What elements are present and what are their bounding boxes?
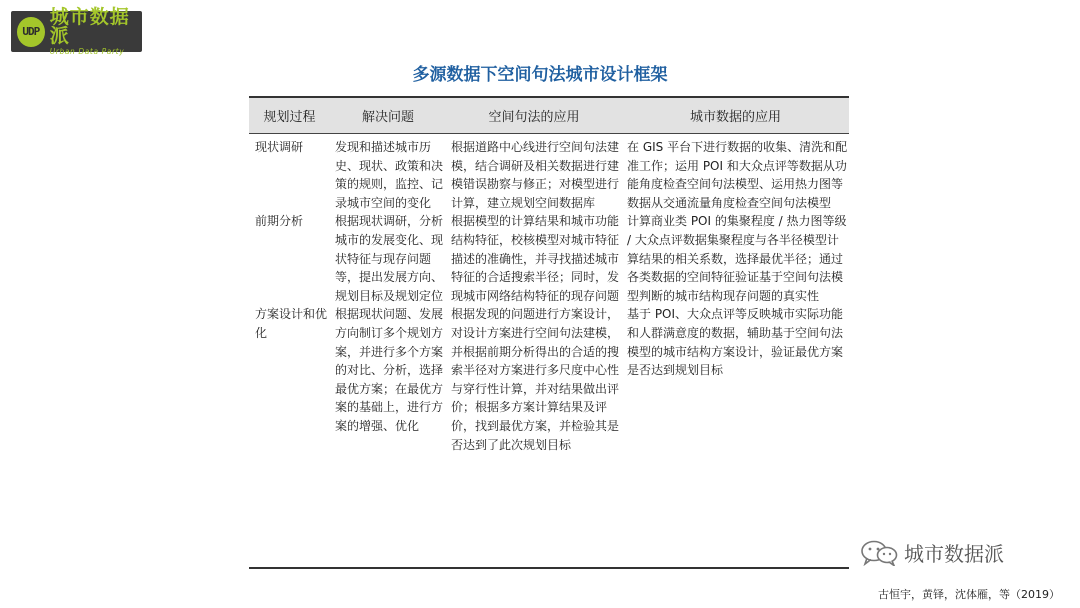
table-header (249, 98, 849, 133)
logo-badge-icon: UDP (17, 17, 45, 47)
header-urban-data: 城市数据的应用 (689, 110, 781, 125)
header-problem: 解决问题 (361, 110, 414, 125)
table-row (249, 305, 849, 454)
table-cell: 方案设计和优化 (255, 307, 328, 340)
wechat-watermark (860, 538, 1004, 567)
logo-subtitle: Urban Data Party (49, 46, 125, 56)
table-row (249, 212, 849, 305)
page-title: 多源数据下空间句法城市设计框架 (412, 65, 668, 85)
brand-logo (11, 5, 142, 56)
table-header-rule (249, 133, 849, 134)
citation: 古恒宇，黄铎，沈体雁，等（2019） (878, 588, 1060, 601)
table-cell: 现状调研 (255, 140, 304, 154)
table-cell: 根据道路中心线进行空间句法建模，结合调研及相关数据进行建模错误勘察与修正；对模型进行计算，建立规划空间数据库 (451, 140, 620, 210)
table-bottom-rule (249, 567, 849, 569)
table-row (249, 138, 849, 212)
framework-table (249, 96, 849, 454)
table-cell: 根据模型的计算结果和城市功能结构特征，校核模型对城市特征描述的准确性，并寻找描述城市特征的合适搜索半径；同时，发现城市网络结构特征的现存问题 (451, 214, 620, 303)
logo-title: 城市数据派 (49, 5, 130, 47)
table-cell: 在 GIS 平台下进行数据的收集、清洗和配准工作；运用 POI 和大众点评等数据从功能角度检查空间句法模型、运用热力图等数据从交通流量角度检查空间句法模型 (627, 140, 848, 210)
header-space-syntax: 空间句法的应用 (488, 110, 580, 125)
table-cell: 根据现状调研，分析城市的发展变化、现状特征与现存问题等，提出发展方向、规划目标及规划定位 (335, 214, 444, 303)
table-cell: 基于 POI、大众点评等反映城市实际功能和人群满意度的数据，辅助基于空间句法模型的城市结构方案设计，验证最优方案是否达到规划目标 (627, 307, 844, 378)
table-cell: 根据发现的问题进行方案设计，对设计方案进行空间句法建模，并根据前期分析得出的合适的搜索半径对方案进行多尺度中心性与穿行性计算，并对结果做出评价；根据多方案计算结果及评价，找到最优方案，并检验其是否达到了此次规划目标 (451, 307, 620, 452)
header-planning-process: 规划过程 (263, 110, 316, 125)
table-cell: 根据现状问题、发展方向制订多个规划方案，并进行多个方案的对比、分析，选择最优方案；在最优方案的基础上，进行方案的增强、优化 (335, 307, 444, 433)
watermark-text: 城市数据派 (904, 542, 1004, 566)
table-cell: 计算商业类 POI 的集聚程度 / 热力图等级 / 大众点评数据集聚程度与各半径模型计算结果的相关系数，选择最优半径；通过各类数据的空间特征验证基于空间句法模型判断的城市结构现存问题的真实性 (627, 214, 847, 303)
wechat-icon (860, 540, 898, 566)
table-cell: 前期分析 (255, 214, 304, 229)
table-cell: 发现和描述城市历史、现状、政策和决策的规则，监控、记录城市空间的变化 (335, 140, 444, 210)
